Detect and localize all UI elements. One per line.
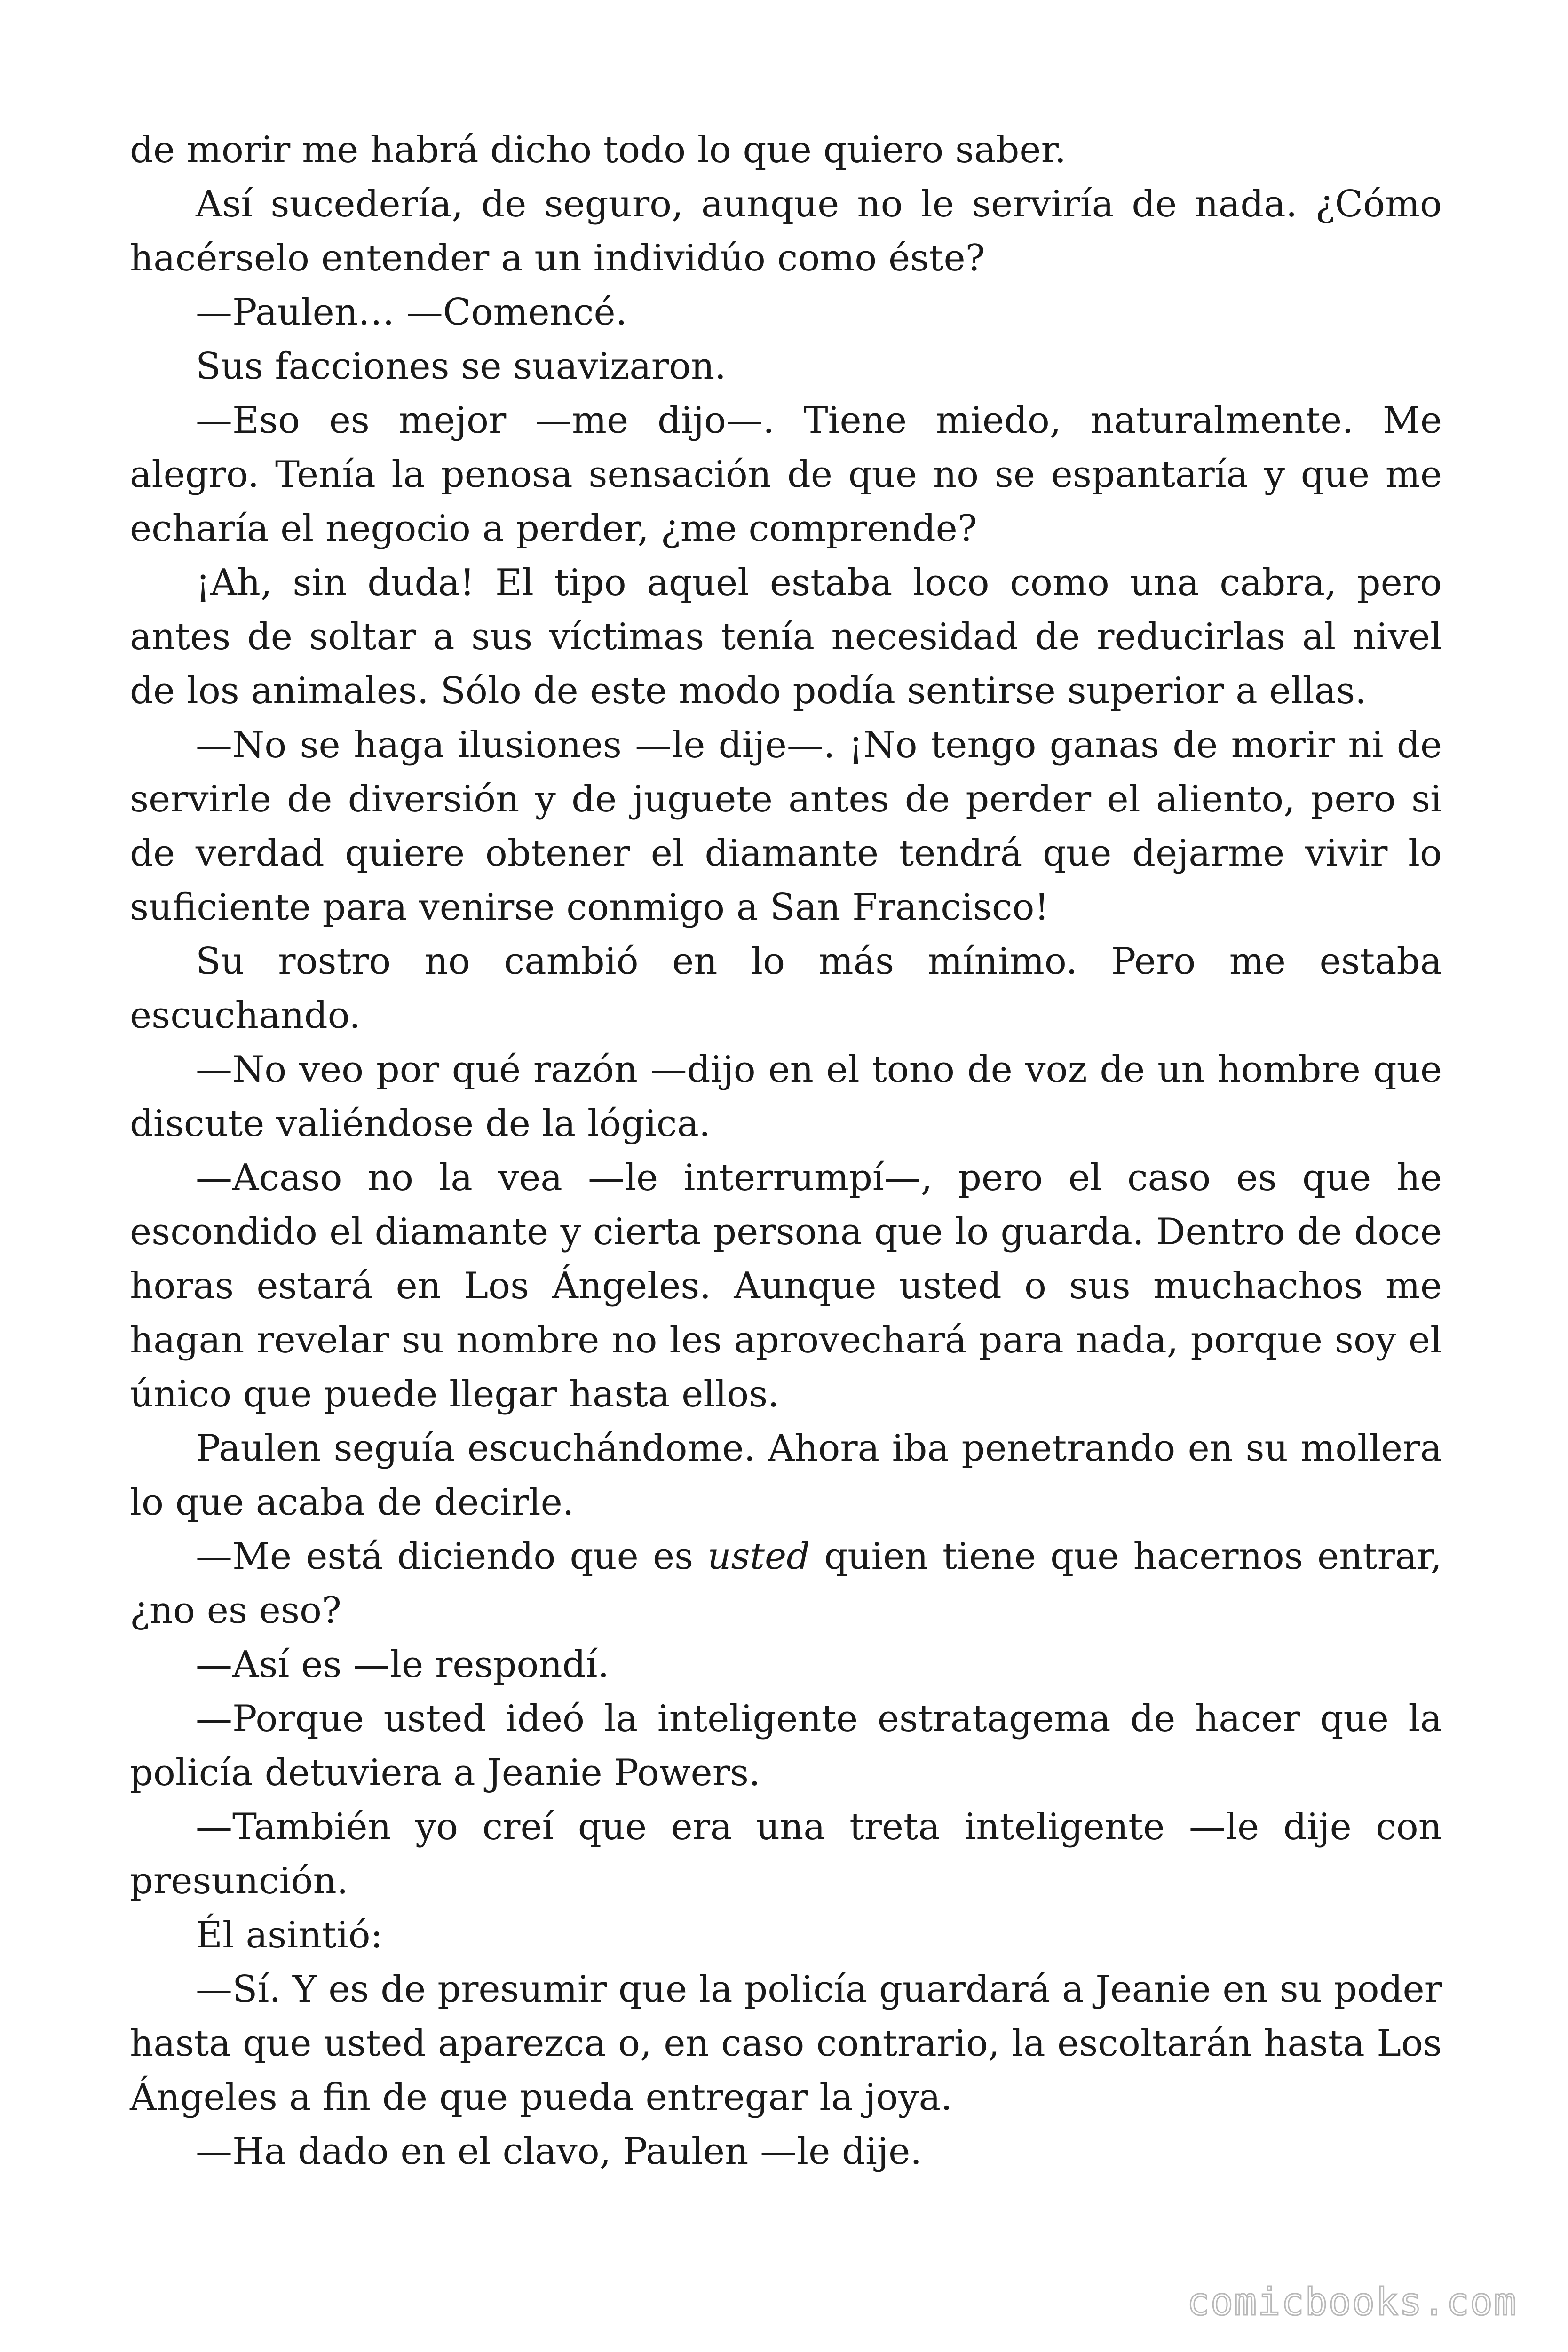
paragraph: —Así es —le respondí.: [196, 1644, 610, 1686]
paragraph: —Porque usted ideó la inteligente estratagema de hacer que la policía detuviera a Jeanie Powers.: [130, 1698, 1442, 1794]
watermark-logo: comicbooks.com: [1187, 2280, 1517, 2324]
paragraph-text: —Me está diciendo que es: [196, 1535, 708, 1578]
emphasis-text: usted: [707, 1535, 810, 1578]
paragraph: Él asintió:: [196, 1914, 383, 1956]
paragraph: Sus facciones se suavizaron.: [196, 345, 726, 388]
paragraph-with-emphasis: [130, 1530, 1442, 1638]
paragraph: —También yo creí que era una treta inteligente —le dije con presunción.: [130, 1806, 1442, 1902]
paragraph: Paulen seguía escuchándome. Ahora iba penetrando en su mollera lo que acaba de decirle.: [130, 1427, 1442, 1524]
paragraph: Su rostro no cambió en lo más mínimo. Pero me estaba escuchando.: [130, 940, 1442, 1037]
paragraph: Así sucedería, de seguro, aunque no le serviría de nada. ¿Cómo hacérselo entender a un individúo como éste?: [130, 183, 1442, 279]
paragraph: —No se haga ilusiones —le dije—. ¡No tengo ganas de morir ni de servirle de diversión y de juguete antes de perder el aliento, pero si de verdad quiere obtener el diamante tendrá que dejarme vivir lo suficiente para venirse conmigo a San Francisco!: [130, 724, 1442, 929]
paragraph: ¡Ah, sin duda! El tipo aquel estaba loco como una cabra, pero antes de soltar a sus víctimas tenía necesidad de reducirlas al nivel de los animales. Sólo de este modo podía sentirse superior a ellas.: [130, 562, 1442, 712]
paragraph: —Ha dado en el clavo, Paulen —le dije.: [196, 2130, 922, 2173]
paragraph: —Acaso no la vea —le interrumpí—, pero el caso es que he escondido el diamante y cierta persona que lo guarda. Dentro de doce horas estará en Los Ángeles. Aunque usted o sus muchachos me hagan revelar su nombre no les aprovechará para nada, porque soy el único que puede llegar hasta ellos.: [130, 1157, 1442, 1415]
body-text: [130, 123, 1442, 2179]
paragraph: —Paulen… —Comencé.: [196, 291, 627, 334]
paragraph: —No veo por qué razón —dijo en el tono de voz de un hombre que discute valiéndose de la lógica.: [130, 1049, 1442, 1145]
paragraph: de morir me habrá dicho todo lo que quiero saber.: [130, 129, 1067, 171]
paragraph-text: quien tiene que hacernos entrar, ¿no es eso?: [130, 1535, 1442, 1632]
paragraph: —Sí. Y es de presumir que la policía guardará a Jeanie en su poder hasta que usted aparezca o, en caso contrario, la escoltarán hasta Los Ángeles a fin de que pueda entregar la joya.: [130, 1968, 1442, 2119]
paragraph: —Eso es mejor —me dijo—. Tiene miedo, naturalmente. Me alegro. Tenía la penosa sensación de que no se espantaría y que me echaría el negocio a perder, ¿me comprende?: [130, 399, 1442, 550]
